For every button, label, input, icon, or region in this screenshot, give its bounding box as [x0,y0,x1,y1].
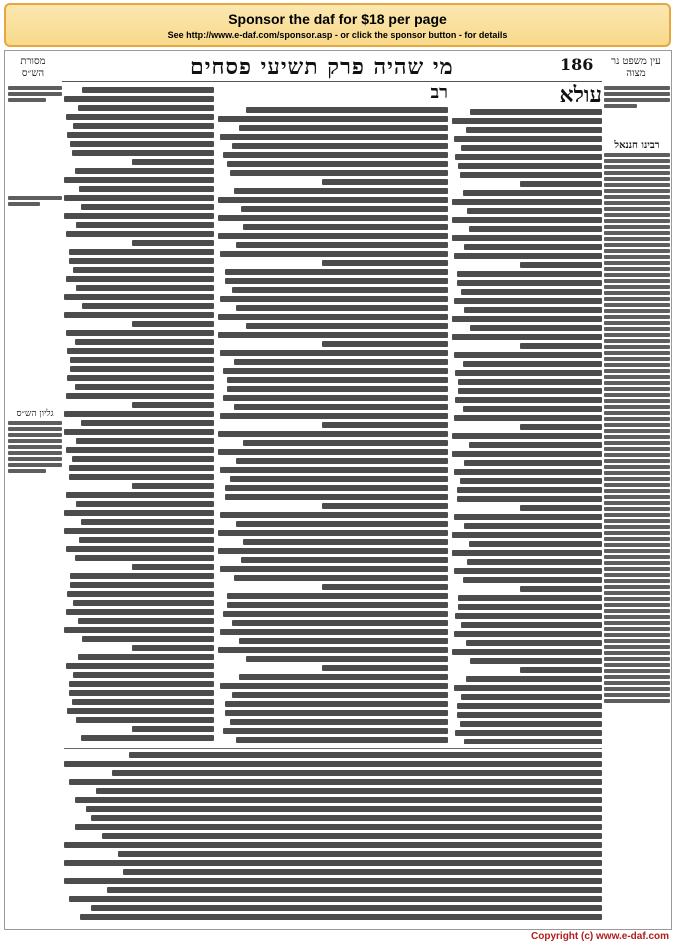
text-line [69,249,215,255]
masoret-hashas-title: מסורת הש״ס [20,56,46,79]
header-divider [62,81,602,82]
text-line [91,905,602,911]
text-line [322,422,449,428]
text-line [132,321,215,327]
right-margin-column [604,84,670,854]
text-line [234,575,448,581]
text-line [107,887,602,893]
rashi-column [64,84,214,744]
text-line [520,505,603,511]
left-margin-column [8,84,62,854]
text-line [455,370,602,376]
text-line [239,125,448,131]
text-line [86,806,602,812]
text-line [70,357,214,363]
text-line [463,361,603,367]
text-line [460,478,603,484]
text-line [66,231,215,237]
text-line [464,739,602,744]
text-line [230,170,449,176]
text-line [72,699,215,705]
text-line [457,496,603,502]
text-line [220,467,448,473]
text-line [467,208,602,214]
text-line [72,150,215,156]
text-line [241,557,448,563]
text-line [322,179,449,185]
text-line [76,285,214,291]
text-line [460,721,603,727]
text-line [236,521,448,527]
text-line [463,577,603,583]
text-line [66,663,215,669]
text-line [236,737,448,743]
text-line [64,842,602,848]
text-line [75,797,602,803]
sponsor-banner-subtitle[interactable]: See http://www.e-daf.com/sponsor.asp - or click the sponsor button - for details [167,30,508,40]
text-line [227,386,448,392]
text-line [458,388,602,394]
text-line [64,878,602,884]
text-line [70,573,214,579]
text-line [220,566,448,572]
text-line [66,492,215,498]
text-line [454,685,603,691]
text-line [457,487,603,493]
text-line [75,339,215,345]
text-line [454,352,603,358]
text-line [225,278,448,284]
text-line [225,701,448,707]
text-line [239,638,448,644]
text-line [232,287,448,293]
text-line [470,325,602,331]
text-line [470,109,602,115]
text-line [64,195,214,201]
text-line [91,815,602,821]
text-line [218,647,448,653]
text-line [118,851,602,857]
text-line [69,681,215,687]
text-line [467,559,602,565]
text-line [454,253,603,259]
text-line [64,96,214,102]
text-line [227,593,448,599]
text-line [232,620,448,626]
text-line [455,397,602,403]
text-line [70,141,214,147]
text-line [81,420,215,426]
text-line [520,343,603,349]
text-line [64,761,602,767]
text-line [67,132,214,138]
text-line [69,779,602,785]
text-line [225,494,448,500]
text-line [66,447,215,453]
gemara-column [218,84,448,744]
text-line [81,204,215,210]
text-line [230,719,449,725]
text-line [132,483,215,489]
text-line [457,712,603,718]
text-line [223,611,448,617]
text-line [455,154,602,160]
text-line [520,424,603,430]
text-line [454,469,603,475]
text-line [225,485,448,491]
text-line [458,604,602,610]
text-line [64,312,214,318]
text-line [322,584,449,590]
text-line [454,514,603,520]
text-line [78,105,215,111]
text-line [132,159,215,165]
text-line [218,116,448,122]
text-line [236,242,448,248]
text-line [455,730,602,736]
text-line [466,676,603,682]
text-line [132,564,215,570]
text-line [469,226,603,232]
text-line [64,177,214,183]
text-line [461,145,602,151]
text-line [454,631,603,637]
text-line [76,717,214,723]
text-line [129,752,602,758]
text-line [69,474,215,480]
text-line [452,550,602,556]
text-line [69,258,215,264]
text-line [64,510,214,516]
text-line [322,503,449,509]
text-line [452,316,602,322]
text-line [227,377,448,383]
text-line [461,694,602,700]
text-line [218,233,448,239]
text-line [246,656,448,662]
text-line [67,348,214,354]
text-line [454,136,603,142]
text-line [64,860,602,866]
text-line [64,528,214,534]
text-line [455,613,602,619]
text-line [79,186,214,192]
text-line [69,465,215,471]
text-line [520,586,603,592]
text-line [66,114,215,120]
text-line [243,539,448,545]
text-line [232,143,448,149]
text-line [241,206,448,212]
text-line [220,296,448,302]
text-line [220,683,448,689]
text-line [80,914,602,920]
text-line [243,224,448,230]
text-line [460,172,603,178]
text-line [458,379,602,385]
text-line [520,667,603,673]
text-line [452,532,602,538]
text-line [452,451,602,457]
text-line [76,501,214,507]
text-line [218,314,448,320]
text-line [227,602,448,608]
text-line [220,413,448,419]
text-line [66,546,215,552]
text-line [70,582,214,588]
text-line [234,188,448,194]
text-line [64,627,214,633]
text-line [322,665,449,671]
text-line [223,728,448,734]
text-line [96,788,602,794]
text-line [102,833,602,839]
text-line [463,190,603,196]
text-line [64,429,214,435]
text-line [223,152,448,158]
text-line [223,395,448,401]
text-line [464,460,602,466]
text-line [234,404,448,410]
text-line [79,537,214,543]
text-line [466,127,603,133]
text-line [232,692,448,698]
text-line [75,384,215,390]
text-line [220,350,448,356]
text-line [75,824,602,830]
copyright-notice[interactable]: Copyright (c) www.e-daf.com [531,931,669,942]
page-header-title: מי שהיה פרק תשיעי פסחים [190,54,454,80]
text-line [132,726,215,732]
text-line [67,375,214,381]
text-line [64,213,214,219]
text-line [220,251,448,257]
text-line [452,217,602,223]
text-line [464,307,602,313]
text-line [520,262,603,268]
text-line [322,341,449,347]
text-line [469,442,603,448]
text-line [76,222,214,228]
ein-mishpat-title: עין משפט נר מצוה [611,56,661,79]
text-line [322,260,449,266]
text-line [218,431,448,437]
text-line [82,303,214,309]
text-line [132,240,215,246]
text-line [225,710,448,716]
text-line [452,235,602,241]
text-line [218,215,448,221]
text-line [454,298,603,304]
text-line [470,658,602,664]
text-line [218,197,448,203]
text-line [73,123,214,129]
text-line [73,600,214,606]
text-line [64,294,214,300]
text-line [220,134,448,140]
text-line [223,368,448,374]
text-line [82,636,214,642]
text-line [239,674,448,680]
text-line [452,118,602,124]
text-line [461,289,602,295]
text-line [64,411,214,417]
text-line [452,649,602,655]
text-line [66,276,215,282]
text-line [218,530,448,536]
text-line [69,690,215,696]
text-line [66,330,215,336]
text-line [81,735,215,741]
text-line [132,402,215,408]
text-line [469,541,603,547]
text-line [75,555,215,561]
text-line [454,415,603,421]
text-line [463,406,603,412]
text-line [243,440,448,446]
text-line [452,433,602,439]
text-line [457,280,603,286]
text-line [220,629,448,635]
text-line [236,305,448,311]
text-line [234,359,448,365]
text-line [457,703,603,709]
text-line [82,87,214,93]
text-line [227,161,448,167]
text-line [461,622,602,628]
text-line [458,595,602,601]
text-line [452,199,602,205]
text-line [75,168,215,174]
text-line [452,334,602,340]
text-line [466,640,603,646]
tosafot-column [452,84,602,744]
text-line [73,267,214,273]
text-line [66,393,215,399]
text-line [458,163,602,169]
text-line [76,438,214,444]
text-line [72,456,215,462]
text-line [73,672,214,678]
text-line [69,896,602,902]
text-line [218,449,448,455]
text-line [246,107,448,113]
text-line [78,618,215,624]
sponsor-banner-title[interactable]: Sponsor the daf for $18 per page [228,11,447,27]
text-line [112,770,602,776]
sponsor-banner[interactable] [4,3,671,47]
text-line [236,458,448,464]
text-line [66,609,215,615]
text-line [246,323,448,329]
commentary-bottom-block [64,748,602,927]
rabbeinu-chananel-heading: רבינו חננאל [614,140,660,151]
text-line [230,476,449,482]
text-line [464,523,602,529]
gilyon-hashas-label: גליון הש״ס [16,409,54,419]
tosafot-opening-word: עולא [559,84,602,108]
page-number: 186 [560,55,594,74]
text-line [520,181,603,187]
text-line [67,591,214,597]
text-line [123,869,602,875]
text-line [454,568,603,574]
text-line [78,654,215,660]
text-line [225,269,448,275]
text-line [464,244,602,250]
text-line [132,645,215,651]
text-line [81,519,215,525]
text-line [70,366,214,372]
text-line [457,271,603,277]
text-line [218,548,448,554]
text-line [220,512,448,518]
text-line [218,332,448,338]
text-line [67,708,214,714]
gemara-heading: רב [430,84,448,103]
